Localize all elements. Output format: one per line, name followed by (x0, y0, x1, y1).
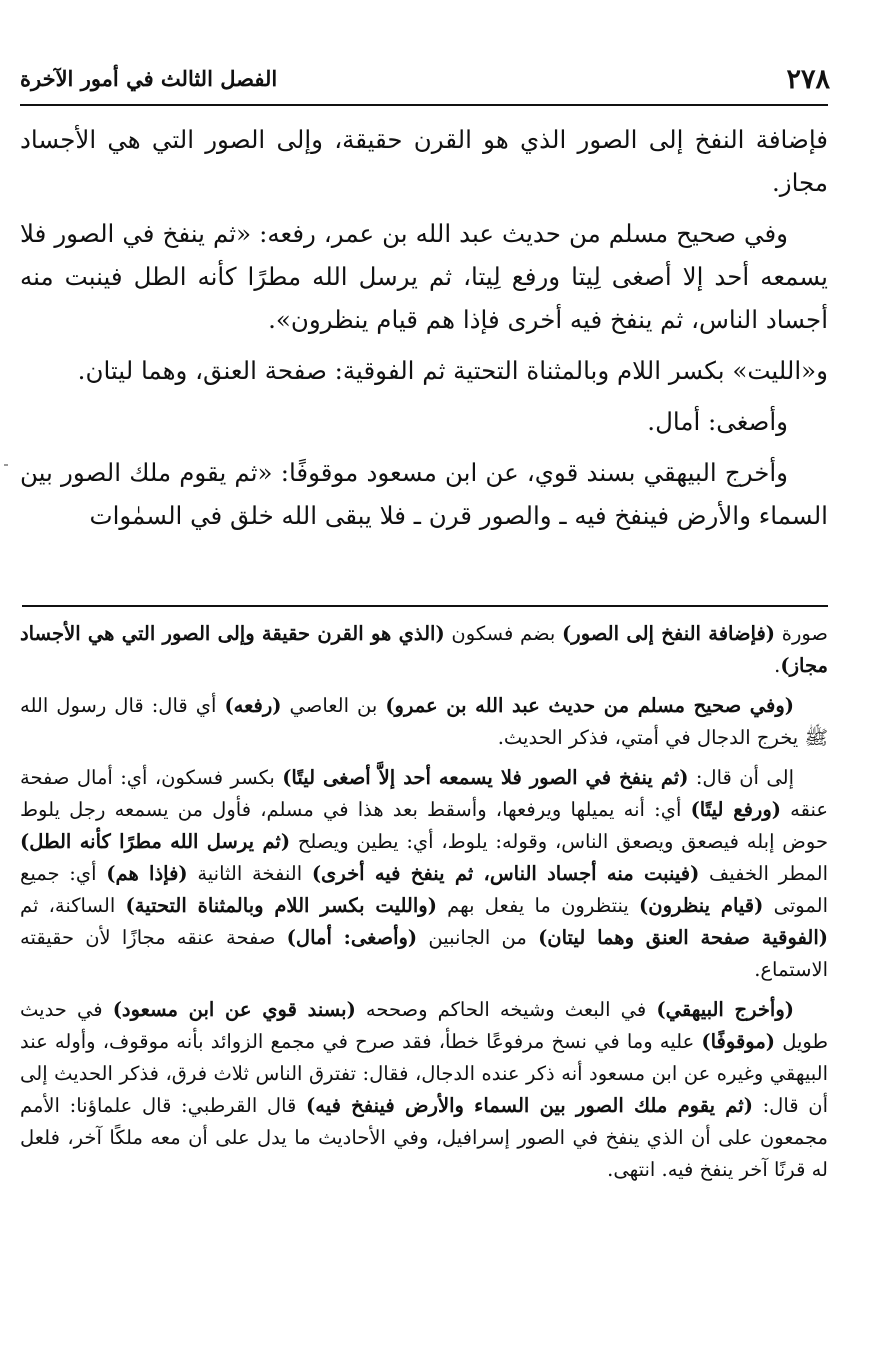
commentary-text-run: ينتظرون ما يفعل بهم (436, 894, 640, 917)
commentary-quote: (رفعه) (224, 694, 282, 717)
commentary-quote: (ثم يقوم ملك الصور بين السماء والأرض فينفخ فيه) (306, 1094, 753, 1117)
commentary-quote: (قيام ينظرون) (639, 894, 764, 917)
commentary-text-run: من الجانبين (417, 926, 539, 949)
commentary-text-run: النفخة الثانية (187, 862, 312, 885)
main-paragraph: و«الليت» بكسر اللام وبالمثناة التحتية ثم الفوقية: صفحة العنق، وهما ليتان. (77, 356, 828, 385)
commentary-text-run: بكسر فسكون، أي: أمال صفحة عنقه (20, 766, 828, 821)
commentary-text (20, 618, 828, 1194)
margin-mark (4, 464, 8, 466)
commentary-quote: (الفوقية صفحة العنق وهما ليتان) (538, 926, 828, 949)
main-paragraph: وأصغى: أمال. (647, 407, 788, 436)
commentary-text-run: في حديث طويل (20, 998, 828, 1053)
header-divider (20, 104, 828, 106)
commentary-quote: (ثم يرسل الله مطرًا كأنه الطل) (20, 830, 291, 853)
commentary-quote: (ثم ينفخ في الصور فلا يسمعه أحد إلاَّ أصغى ليتًا) (282, 766, 689, 789)
commentary-paragraph (20, 690, 828, 754)
commentary-text-run: صورة (775, 622, 828, 645)
main-paragraph: فإضافة النفخ إلى الصور الذي هو القرن حقيقة، وإلى الصور التي هي الأجساد مجاز. (20, 125, 828, 197)
commentary-quote: (فينبت منه أجساد الناس، ثم ينفخ فيه أخرى) (311, 862, 700, 885)
commentary-text-run: صفحة عنقه مجازًا لأن حقيقته الاستماع. (20, 926, 828, 981)
commentary-quote: (وأخرج البيهقي) (656, 998, 794, 1021)
commentary-quote: (والليت بكسر اللام وبالمثناة التحتية) (125, 894, 437, 917)
commentary-quote: (ورفع ليتًا) (690, 798, 781, 821)
commentary-text-run: بضم فسكون (444, 622, 563, 645)
commentary-text-run: عليه وما في نسخ مرفوعًا خطأ، فقد صرح في مجمع الزوائد بأنه موقوف، وأوله عند البيهقي وغيره عن ابن مسعود أنه ذكر عنده الدجال، فقال: تفترق الناس ثلاث فرق، فذكر الحديث إلى أن قال: (20, 1030, 828, 1117)
commentary-quote: (موقوفًا) (701, 1030, 776, 1053)
commentary-text-run: المطر الخفيف (699, 862, 828, 885)
commentary-text-run: أي: أنه يميلها ويرفعها، وأسقط بعد هذا في مسلم، فأول من يسمعه رجل يلوط حوض إبله فيصعق ويصعق الناس، وقوله: يلوط، أي: يطين ويصلح (20, 798, 828, 853)
commentary-paragraph (20, 994, 828, 1186)
page-number: ٢٧٨ (786, 64, 830, 95)
commentary-quote: (الذي هو القرن حقيقة وإلى الصور التي هي الأجساد مجاز) (20, 622, 828, 677)
commentary-paragraph (20, 618, 828, 682)
commentary-text-run: في البعث وشيخه الحاكم وصححه (355, 998, 657, 1021)
commentary-text-run: الساكنة، ثم (20, 894, 126, 917)
commentary-text-run: قال القرطبي: قال علماؤنا: الأمم مجمعون على أن الذي ينفخ في الصور إسرافيل، وفي الأحاديث ما يدل على أن معه ملكًا آخر، فلعل له قرنًا آخر ينفخ فيه. انتهى. (20, 1094, 828, 1181)
commentary-quote: (فإذا هم) (106, 862, 188, 885)
commentary-text-run: إلى أن قال: (688, 766, 794, 789)
commentary-text-run: . (774, 654, 781, 677)
commentary-quote: (بسند قوي عن ابن مسعود) (112, 998, 356, 1021)
commentary-quote: (وفي صحيح مسلم من حديث عبد الله بن عمرو) (385, 694, 795, 717)
main-paragraph: وأخرج البيهقي بسند قوي، عن ابن مسعود موقوفًا: «ثم يقوم ملك الصور بين السماء والأرض فينفخ فيه ـ والصور قرن ـ فلا يبقى الله خلق في السمٰوات (20, 458, 828, 530)
commentary-quote: (وأصغى: أمال) (286, 926, 418, 949)
commentary-text-run: أي قال: قال رسول الله ﷺ يخرج الدجال في أمتي، فذكر الحديث. (20, 694, 828, 749)
main-text (20, 118, 828, 545)
commentary-quote: (فإضافة النفخ إلى الصور) (562, 622, 776, 645)
commentary-text-run: أي: جميع الموتى (20, 862, 828, 917)
main-paragraph: وفي صحيح مسلم من حديث عبد الله بن عمر، رفعه: «ثم ينفخ في الصور فلا يسمعه أحد إلا أصغى لِيتا ورفع لِيتا، ثم يرسل الله مطرًا كأنه الطل فينبت منه أجساد الناس، ثم ينفخ فيه أخرى فإذا هم قيام ينظرون». (20, 219, 828, 334)
footnote-divider (22, 605, 828, 607)
chapter-title: الفصل الثالث في أمور الآخرة (20, 66, 278, 91)
page-header (20, 56, 832, 106)
commentary-paragraph (20, 762, 828, 986)
commentary-text-run: بن العاصي (281, 694, 386, 717)
